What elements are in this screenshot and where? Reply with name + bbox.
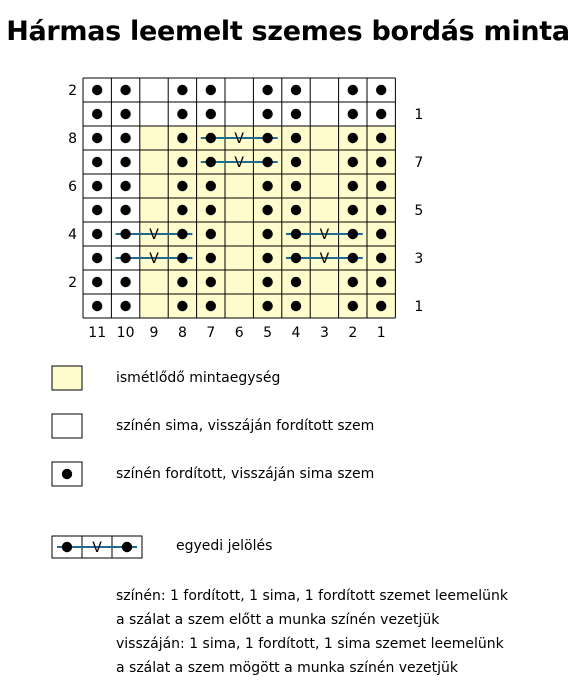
slip-symbol: V (149, 251, 159, 267)
repeat-cell (225, 294, 253, 318)
purl-dot (92, 181, 102, 191)
purl-dot (348, 205, 358, 215)
repeat-cell (310, 150, 338, 174)
column-label: 7 (206, 325, 216, 341)
slip-symbol: V (149, 227, 159, 243)
purl-dot (376, 301, 386, 311)
purl-dot (92, 301, 102, 311)
legend-repeat-swatch (52, 366, 82, 390)
purl-dot (120, 205, 130, 215)
purl-dot (348, 301, 358, 311)
purl-dot (92, 109, 102, 119)
description-line-1: színén: 1 fordított, 1 sima, 1 fordított szemet leemelünk (116, 588, 508, 604)
legend-special-symbol: V (92, 540, 102, 556)
repeat-cell (140, 150, 168, 174)
column-label: 8 (177, 325, 187, 341)
purl-dot (177, 229, 187, 239)
purl-dot (262, 181, 272, 191)
purl-dot (92, 277, 102, 287)
column-label: 11 (88, 325, 107, 341)
description-line-3: visszáján: 1 sima, 1 fordított, 1 sima szemet leemelünk (116, 636, 504, 652)
legend-special-dot (122, 542, 132, 552)
purl-dot (376, 157, 386, 167)
purl-dot (177, 301, 187, 311)
purl-dot (206, 181, 216, 191)
row-label-right: 7 (414, 155, 424, 171)
purl-dot (291, 205, 301, 215)
purl-dot (177, 253, 187, 263)
row-label-left: 4 (68, 227, 77, 243)
purl-dot (262, 229, 272, 239)
purl-dot (262, 301, 272, 311)
column-label: 6 (234, 325, 244, 341)
purl-dot (376, 253, 386, 263)
legend-purl-label: színén fordított, visszáján sima szem (116, 466, 375, 482)
purl-dot (120, 229, 130, 239)
repeat-cell (140, 174, 168, 198)
legend-special-dot (62, 542, 72, 552)
purl-dot (92, 253, 102, 263)
purl-dot (120, 277, 130, 287)
column-label: 10 (116, 325, 135, 341)
column-label: 3 (319, 325, 329, 341)
purl-dot (348, 181, 358, 191)
row-label-right: 5 (414, 203, 424, 219)
purl-dot (348, 253, 358, 263)
column-label: 4 (291, 325, 301, 341)
repeat-cell (140, 126, 168, 150)
repeat-cell (225, 246, 253, 270)
purl-dot (376, 277, 386, 287)
purl-dot (177, 85, 187, 95)
purl-dot (92, 205, 102, 215)
purl-dot (348, 85, 358, 95)
purl-dot (206, 277, 216, 287)
purl-dot (376, 205, 386, 215)
legend-purl-dot (62, 469, 72, 479)
purl-dot (291, 85, 301, 95)
repeat-cell (225, 270, 253, 294)
repeat-cell (310, 294, 338, 318)
purl-dot (120, 109, 130, 119)
legend-special-label: egyedi jelölés (176, 538, 273, 554)
purl-dot (120, 181, 130, 191)
purl-dot (348, 229, 358, 239)
purl-dot (376, 109, 386, 119)
purl-dot (92, 85, 102, 95)
purl-dot (177, 277, 187, 287)
purl-dot (348, 133, 358, 143)
purl-dot (262, 253, 272, 263)
purl-dot (206, 301, 216, 311)
row-label-left: 2 (68, 83, 77, 99)
purl-dot (120, 85, 130, 95)
purl-dot (262, 277, 272, 287)
description-line-2: a szálat a szem előtt a munka színén vezetjük (116, 612, 440, 628)
legend-repeat-label: ismétlődő mintaegység (116, 370, 281, 386)
purl-dot (291, 181, 301, 191)
purl-dot (376, 181, 386, 191)
column-label: 1 (376, 325, 386, 341)
purl-dot (348, 277, 358, 287)
purl-dot (206, 229, 216, 239)
purl-dot (262, 109, 272, 119)
repeat-cell (310, 126, 338, 150)
repeat-cell (225, 222, 253, 246)
legend-symbols (52, 366, 142, 558)
legend-knit-swatch (52, 414, 82, 438)
purl-dot (206, 205, 216, 215)
repeat-cell (225, 198, 253, 222)
slip-symbol: V (319, 227, 330, 243)
slip-symbol: V (319, 251, 330, 267)
row-label-right: 1 (414, 107, 424, 123)
chart-grid (83, 78, 395, 318)
legend-knit-label: színén sima, visszáján fordított szem (116, 418, 375, 434)
row-label-right: 3 (414, 251, 424, 267)
purl-dot (92, 157, 102, 167)
purl-dot (262, 157, 272, 167)
purl-dot (291, 157, 301, 167)
purl-dot (376, 85, 386, 95)
purl-dot (291, 301, 301, 311)
purl-dot (177, 133, 187, 143)
column-label: 2 (348, 325, 358, 341)
purl-dot (262, 205, 272, 215)
repeat-cell (310, 174, 338, 198)
purl-dot (348, 157, 358, 167)
purl-dot (291, 133, 301, 143)
purl-dot (120, 253, 130, 263)
purl-dot (291, 253, 301, 263)
purl-dot (120, 301, 130, 311)
purl-dot (291, 229, 301, 239)
purl-dot (177, 205, 187, 215)
purl-dot (177, 181, 187, 191)
repeat-cell (140, 270, 168, 294)
row-label-left: 8 (68, 131, 77, 147)
repeat-cell (140, 294, 168, 318)
purl-dot (206, 157, 216, 167)
purl-dot (262, 85, 272, 95)
repeat-cell (310, 198, 338, 222)
purl-dot (206, 253, 216, 263)
purl-dot (206, 133, 216, 143)
purl-dot (206, 109, 216, 119)
purl-dot (92, 133, 102, 143)
purl-dot (291, 109, 301, 119)
purl-dot (120, 133, 130, 143)
row-label-right: 1 (414, 299, 424, 315)
repeat-cell (310, 270, 338, 294)
slip-symbol: V (234, 131, 244, 147)
purl-dot (177, 157, 187, 167)
purl-dot (376, 133, 386, 143)
repeat-cell (225, 174, 253, 198)
purl-dot (206, 85, 216, 95)
chart-title: Hármas leemelt szemes bordás minta (6, 16, 570, 47)
slip-symbol: V (234, 155, 244, 171)
purl-dot (376, 229, 386, 239)
purl-dot (348, 109, 358, 119)
purl-dot (291, 277, 301, 287)
purl-dot (120, 157, 130, 167)
repeat-cell (140, 198, 168, 222)
row-label-left: 2 (68, 275, 77, 291)
purl-dot (92, 229, 102, 239)
column-label: 5 (263, 325, 273, 341)
column-label: 9 (149, 325, 159, 341)
purl-dot (262, 133, 272, 143)
purl-dot (177, 109, 187, 119)
description-line-4: a szálat a szem mögött a munka színén vezetjük (116, 660, 458, 676)
row-label-left: 6 (68, 179, 77, 195)
